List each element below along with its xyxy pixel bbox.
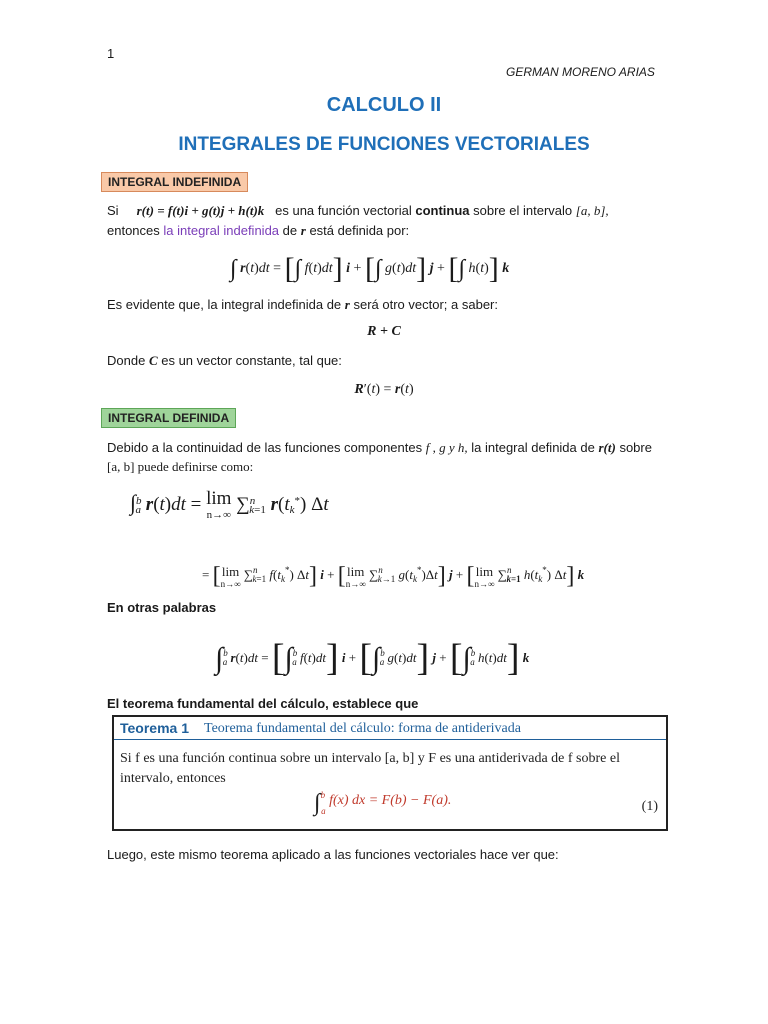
equation-derivative: R′(t) = r(t) bbox=[354, 382, 414, 397]
section-badge-indefinite: INTEGRAL INDEFINIDA bbox=[101, 172, 248, 192]
paragraph-definition-2: entonces la integral indefinida de r está definida por: bbox=[107, 223, 410, 238]
theorem-body: Si f es una función continua sobre un intervalo [a, b] y F es una antiderivada de f sobre el intervalo, entonces bbox=[120, 751, 620, 786]
equation-indefinite-integral: ∫ r(t)dt = [∫ f(t)dt] i + [∫ g(t)dt] j + [∫ h(t)] k bbox=[230, 252, 510, 285]
label-fundamental-theorem: El teorema fundamental del cálculo, establece que bbox=[107, 696, 419, 711]
paragraph-closing: Luego, este mismo teorema aplicado a las funciones vectoriales hace ver que: bbox=[107, 847, 559, 862]
author-name: GERMAN MORENO ARIAS bbox=[506, 65, 655, 79]
equation-component-sums: = [ lim n→∞ ∑$^n_{k=1}$ $f(t_k^*)$ Δt] i + [ lim n→∞ ∑$^n_{k\to 1}$ $g(t_k^*)\Delta t$] j + [ lim n→∞ ∑$^n_{k=1}$ $h(t_k^*)$ Δt] k bbox=[202, 563, 585, 589]
theorem-box bbox=[112, 715, 668, 831]
vector-function-formula: r(t) = f(t)i + g(t)j + h(t)k bbox=[136, 203, 265, 218]
theorem-formula: ∫$^b_a$ f(x) dx = F(b) − F(a). bbox=[314, 790, 452, 816]
equation-definite-components: ∫$^b_a$ r(t)dt = [∫$^b_a$ f(t)dt] i + [∫$^b_a$ g(t)dt] j + [∫$^b_a$ h(t)dt] k bbox=[215, 637, 530, 679]
page-title: CALCULO II bbox=[326, 94, 442, 116]
paragraph-definition: Si r(t) = f(t)i + g(t)j + h(t)k es una función vectorial continua sobre el intervalo [a, b], bbox=[107, 203, 609, 218]
highlight-indefinite-integral: la integral indefinida bbox=[163, 223, 280, 238]
equation-riemann-sum: ∫$^b_a$ r(t)dt = lim n→∞ ∑$^n_{k=1}$ $r(t_k^*)$ Δt bbox=[130, 488, 329, 521]
theorem-equation-number: (1) bbox=[641, 799, 658, 814]
theorem-title: Teorema fundamental del cálculo: forma de antiderivada bbox=[204, 721, 521, 736]
paragraph-continuity: Debido a la continuidad de las funciones componentes f , g y h, la integral definida de r(t) sobre bbox=[107, 440, 652, 455]
paragraph-vector: Es evidente que, la integral indefinida de r será otro vector; a saber: bbox=[107, 297, 498, 312]
label-other-words: En otras palabras bbox=[107, 600, 217, 615]
paragraph-continuity-2: [a, b] puede definirse como: bbox=[107, 459, 254, 474]
section-badge-definite: INTEGRAL DEFINIDA bbox=[101, 408, 236, 428]
theorem-label: Teorema 1 bbox=[120, 720, 189, 736]
page-subtitle: INTEGRALES DE FUNCIONES VECTORIALES bbox=[178, 134, 590, 155]
paragraph-constant: Donde C es un vector constante, tal que: bbox=[107, 353, 342, 368]
page-number: 1 bbox=[107, 46, 115, 61]
equation-r-plus-c: R + C bbox=[367, 324, 401, 339]
theorem-header bbox=[114, 717, 666, 740]
